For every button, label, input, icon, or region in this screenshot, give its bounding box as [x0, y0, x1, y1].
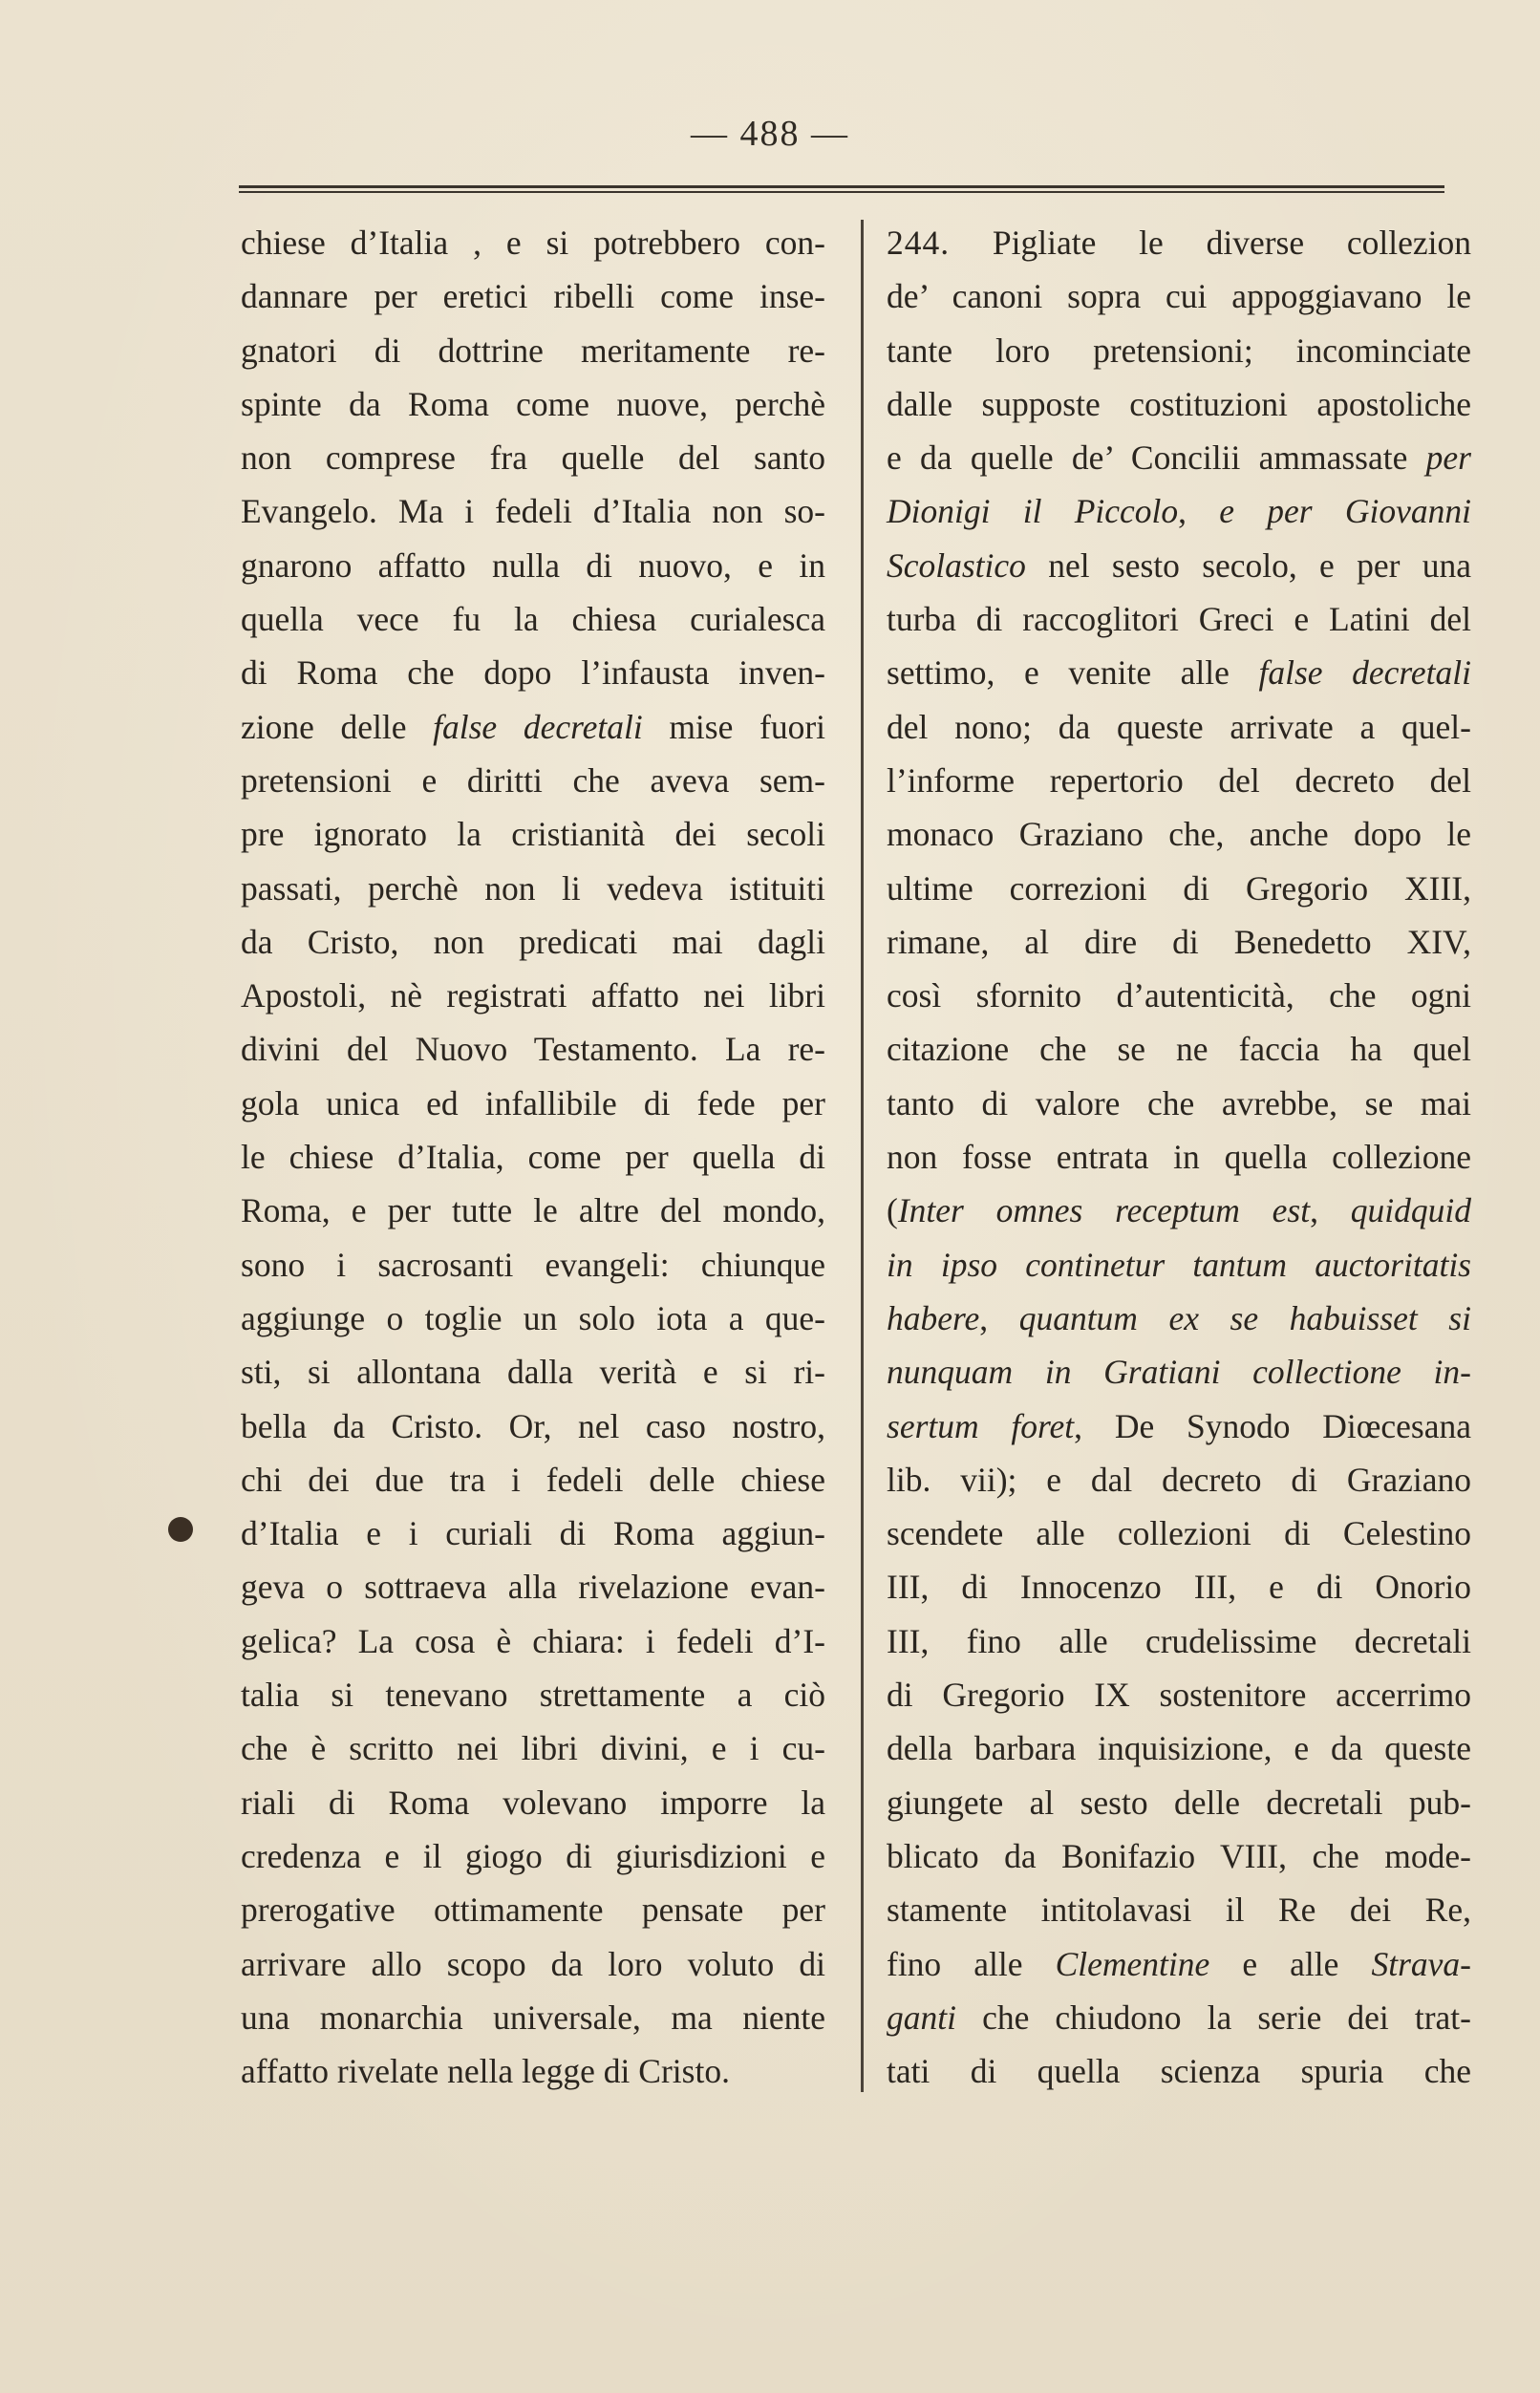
- text-line: [241, 1560, 825, 1613]
- text-line: [887, 592, 1471, 646]
- text-line: [887, 324, 1471, 377]
- text-line: [887, 1937, 1471, 1991]
- text-segment: gnatori di dottrine meritamente re-: [241, 331, 825, 370]
- text-line: [887, 1560, 1471, 1613]
- text-line: [887, 539, 1471, 592]
- text-line: [241, 1399, 825, 1453]
- text-segment: pretensioni e diritti che aveva sem-: [241, 760, 825, 800]
- text-segment: tante loro pretensioni; incominciate: [887, 331, 1471, 370]
- text-line: [887, 1399, 1471, 1453]
- text-line: [887, 862, 1471, 915]
- text-line: [241, 1130, 825, 1184]
- text-line: [887, 1991, 1471, 2044]
- text-segment: non fosse entrata in quella collezione: [887, 1138, 1471, 1177]
- text-segment: lib. vii); e dal decreto di Graziano: [887, 1460, 1471, 1499]
- italic-text: e per Giovanni: [1219, 492, 1471, 531]
- text-line: [887, 1238, 1471, 1292]
- text-line: [887, 377, 1471, 431]
- italic-text: nunquam in Gratiani collectione in-: [887, 1353, 1471, 1392]
- text-segment: chiese d’Italia , e si potrebbero con-: [241, 224, 825, 262]
- text-line: [241, 431, 825, 484]
- column-divider: [861, 220, 864, 2092]
- text-line: [887, 807, 1471, 861]
- text-segment: settimo, e venite alle: [887, 653, 1259, 693]
- italic-text: ganti: [887, 1998, 956, 2037]
- text-segment: d’Italia e i curiali di Roma aggiun-: [241, 1514, 825, 1553]
- text-line: [241, 324, 825, 377]
- text-segment: gnarono affatto nulla di nuovo, e in: [241, 545, 825, 585]
- text-line: [241, 377, 825, 431]
- text-segment: che è scritto nei libri divini, e i cu-: [241, 1729, 825, 1768]
- text-line: [887, 1506, 1471, 1560]
- italic-text: Scolastico: [887, 545, 1026, 585]
- text-segment: stamente intitolavasi il Re dei Re,: [887, 1891, 1471, 1930]
- text-segment: passati, perchè non li vedeva istituiti: [241, 868, 825, 908]
- header-rule: [239, 185, 1444, 188]
- text-line: [241, 1937, 825, 1991]
- text-line: [887, 1668, 1471, 1721]
- text-line: [241, 269, 825, 323]
- italic-text: in ipso continetur tantum auctoritatis: [887, 1245, 1471, 1284]
- text-line: [887, 269, 1471, 323]
- italic-text: sertum foret: [887, 1406, 1075, 1445]
- text-segment: fino alle: [887, 1944, 1056, 1983]
- text-line: [241, 2044, 825, 2098]
- text-segment: divini del Nuovo Testamento. La re-: [241, 1030, 825, 1069]
- text-segment: turba di raccoglitori Greci e Latini del: [887, 600, 1471, 639]
- text-segment: l’informe repertorio del decreto del: [887, 760, 1471, 800]
- italic-text: per: [1425, 438, 1471, 478]
- text-line: [887, 484, 1471, 538]
- text-segment: e alle: [1209, 1944, 1372, 1983]
- text-line: [887, 1184, 1471, 1237]
- text-segment: talia si tenevano strettamente a ciò: [241, 1676, 825, 1715]
- text-segment: della barbara inquisizione, e da queste: [887, 1729, 1471, 1768]
- text-segment: sti, si allontana dalla verità e si ri-: [241, 1353, 825, 1392]
- text-line: [887, 431, 1471, 484]
- text-line: [887, 1130, 1471, 1184]
- text-segment: affatto rivelate nella legge di Cristo.: [241, 2052, 730, 2091]
- text-segment: tanto di valore che avrebbe, se mai: [887, 1083, 1471, 1122]
- text-segment: gola unica ed infallibile di fede per: [241, 1083, 825, 1122]
- italic-text: quantum ex se habuisset si: [1018, 1298, 1471, 1337]
- italic-text: Strava-: [1371, 1944, 1471, 1983]
- text-segment: credenza e il giogo di giurisdizioni e: [241, 1836, 825, 1875]
- text-line: [241, 915, 825, 969]
- text-line: [241, 539, 825, 592]
- text-segment: che chiudono la serie dei trat-: [955, 1998, 1471, 2037]
- text-segment: rimane, al dire di Benedetto XIV,: [887, 922, 1471, 961]
- text-line: [241, 646, 825, 699]
- text-line: [241, 1776, 825, 1829]
- text-segment: scendete alle collezioni di Celestino: [887, 1514, 1471, 1553]
- text-line: [887, 2044, 1471, 2098]
- text-line: [887, 1077, 1471, 1130]
- text-segment: così sfornito d’autenticità, che ogni: [887, 976, 1471, 1015]
- text-line: [887, 1345, 1471, 1399]
- text-line: [887, 1829, 1471, 1883]
- italic-text: false decretali: [1258, 653, 1471, 693]
- text-segment: Evangelo. Ma i fedeli d’Italia non so-: [241, 492, 825, 531]
- text-segment: le chiese d’Italia, come per quella di: [241, 1138, 825, 1177]
- text-line: [241, 216, 825, 269]
- text-segment: riali di Roma volevano imporre la: [241, 1783, 825, 1822]
- text-line: [241, 1883, 825, 1936]
- text-line: [887, 1614, 1471, 1668]
- italic-text: Dionigi il Piccolo: [887, 492, 1179, 531]
- text-line: [241, 1668, 825, 1721]
- text-line: [241, 1022, 825, 1076]
- text-segment: mise fuori: [642, 707, 826, 746]
- ink-blot: [168, 1517, 193, 1542]
- text-line: [241, 862, 825, 915]
- text-segment: dannare per eretici ribelli come inse-: [241, 277, 825, 316]
- text-line: [887, 1776, 1471, 1829]
- text-segment: zione delle: [241, 707, 434, 746]
- text-line: [887, 754, 1471, 807]
- text-line: [241, 700, 825, 754]
- text-segment: quella vece fu la chiesa curialesca: [241, 600, 825, 639]
- text-segment: nel sesto secolo, e per una: [1025, 545, 1471, 585]
- text-segment: ,: [1310, 1191, 1351, 1230]
- header-rule-secondary: [239, 191, 1444, 193]
- text-segment: arrivare allo scopo da loro voluto di: [241, 1944, 825, 1983]
- text-line: [241, 807, 825, 861]
- text-line: [241, 754, 825, 807]
- text-line: [241, 1506, 825, 1560]
- text-segment: monaco Graziano che, anche dopo le: [887, 815, 1471, 854]
- text-segment: gelica? La cosa è chiara: i fedeli d’I-: [241, 1621, 825, 1660]
- text-segment: pre ignorato la cristianità dei secoli: [241, 815, 825, 854]
- text-line: [241, 1614, 825, 1668]
- text-segment: dalle supposte costituzioni apostoliche: [887, 384, 1471, 423]
- italic-text: false decretali: [433, 707, 643, 746]
- text-line: [887, 1022, 1471, 1076]
- text-segment: giungete al sesto delle decretali pub-: [887, 1783, 1471, 1822]
- text-line: [241, 1829, 825, 1883]
- text-line: [887, 1721, 1471, 1775]
- text-segment: tati di quella scienza spuria che: [887, 2052, 1471, 2091]
- text-segment: prerogative ottimamente pensate per: [241, 1891, 825, 1930]
- text-segment: (: [887, 1191, 898, 1230]
- text-segment: di Roma che dopo l’infausta inven-: [241, 653, 825, 693]
- text-line: [887, 216, 1471, 269]
- text-segment: Apostoli, nè registrati affatto nei libri: [241, 976, 825, 1015]
- left-text-column: [241, 216, 825, 2098]
- section-number: 244.: [887, 224, 951, 262]
- text-segment: e da quelle de’ Concilii ammassate: [887, 438, 1426, 478]
- text-line: [241, 1991, 825, 2044]
- text-line: [241, 484, 825, 538]
- page-number: — 488 —: [691, 114, 849, 154]
- text-segment: III, fino alle crudelissime decretali: [887, 1621, 1471, 1660]
- text-line: [887, 969, 1471, 1022]
- text-line: [241, 1184, 825, 1237]
- text-line: [887, 700, 1471, 754]
- right-text-column: [887, 216, 1471, 2098]
- text-segment: sono i sacrosanti evangeli: chiunque: [241, 1245, 825, 1284]
- text-segment: non comprese fra quelle del santo: [241, 438, 825, 478]
- text-line: [887, 646, 1471, 699]
- text-segment: geva o sottraeva alla rivelazione evan-: [241, 1568, 825, 1607]
- text-line: [241, 1345, 825, 1399]
- text-segment: ,: [979, 1298, 1019, 1337]
- italic-text: Clementine: [1055, 1944, 1210, 1983]
- text-segment: ,: [1178, 492, 1220, 531]
- text-line: [887, 1292, 1471, 1345]
- text-line: [887, 915, 1471, 969]
- text-line: [887, 1453, 1471, 1506]
- text-segment: spinte da Roma come nuove, perchè: [241, 384, 825, 423]
- text-segment: , De Synodo Diœcesana: [1074, 1406, 1471, 1445]
- text-segment: bella da Cristo. Or, nel caso nostro,: [241, 1406, 825, 1445]
- text-segment: citazione che se ne faccia ha quel: [887, 1030, 1471, 1069]
- text-line: [241, 969, 825, 1022]
- text-line: [241, 1292, 825, 1345]
- text-line: [887, 1883, 1471, 1936]
- text-segment: da Cristo, non predicati mai dagli: [241, 922, 825, 961]
- italic-text: Inter omnes receptum est: [897, 1191, 1311, 1230]
- text-line: [241, 1077, 825, 1130]
- text-segment: Pigliate le diverse collezion: [950, 224, 1471, 262]
- text-segment: blicato da Bonifazio VIII, che mode-: [887, 1836, 1471, 1875]
- text-segment: Roma, e per tutte le altre del mondo,: [241, 1191, 825, 1230]
- text-line: [241, 1238, 825, 1292]
- text-segment: de’ canoni sopra cui appoggiavano le: [887, 277, 1471, 316]
- text-line: [241, 1453, 825, 1506]
- text-segment: III, di Innocenzo III, e di Onorio: [887, 1568, 1471, 1607]
- text-segment: di Gregorio IX sostenitore accerrimo: [887, 1676, 1471, 1715]
- text-segment: ultime correzioni di Gregorio XIII,: [887, 868, 1471, 908]
- text-segment: del nono; da queste arrivate a quel-: [887, 707, 1471, 746]
- italic-text: quidquid: [1350, 1191, 1472, 1230]
- text-line: [241, 592, 825, 646]
- text-segment: una monarchia universale, ma niente: [241, 1998, 825, 2037]
- italic-text: habere: [887, 1298, 980, 1337]
- text-segment: chi dei due tra i fedeli delle chiese: [241, 1460, 825, 1499]
- text-segment: aggiunge o toglie un solo iota a que-: [241, 1298, 825, 1337]
- text-line: [241, 1721, 825, 1775]
